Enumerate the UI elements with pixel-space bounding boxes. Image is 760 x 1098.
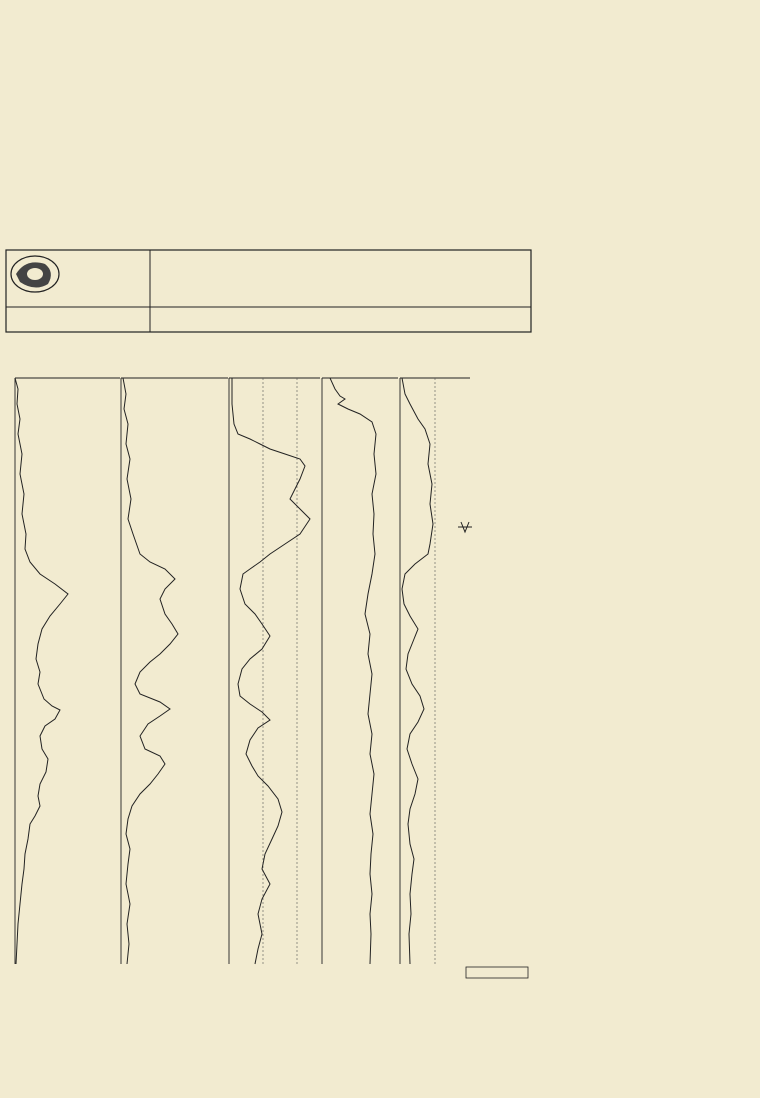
track-axes [15, 378, 470, 964]
institute-logo [11, 256, 59, 292]
curve-gamma [232, 378, 310, 964]
water-level-marker [458, 522, 472, 532]
track-grid [263, 378, 435, 964]
curve-pressure [15, 378, 68, 964]
header-frame [6, 250, 531, 332]
right-column [372, 4, 752, 6]
curve-cone-resistance [123, 378, 178, 964]
curve-water-content [402, 378, 433, 964]
figure [0, 244, 536, 989]
curve-density [330, 378, 376, 964]
figure-svg [0, 244, 536, 989]
